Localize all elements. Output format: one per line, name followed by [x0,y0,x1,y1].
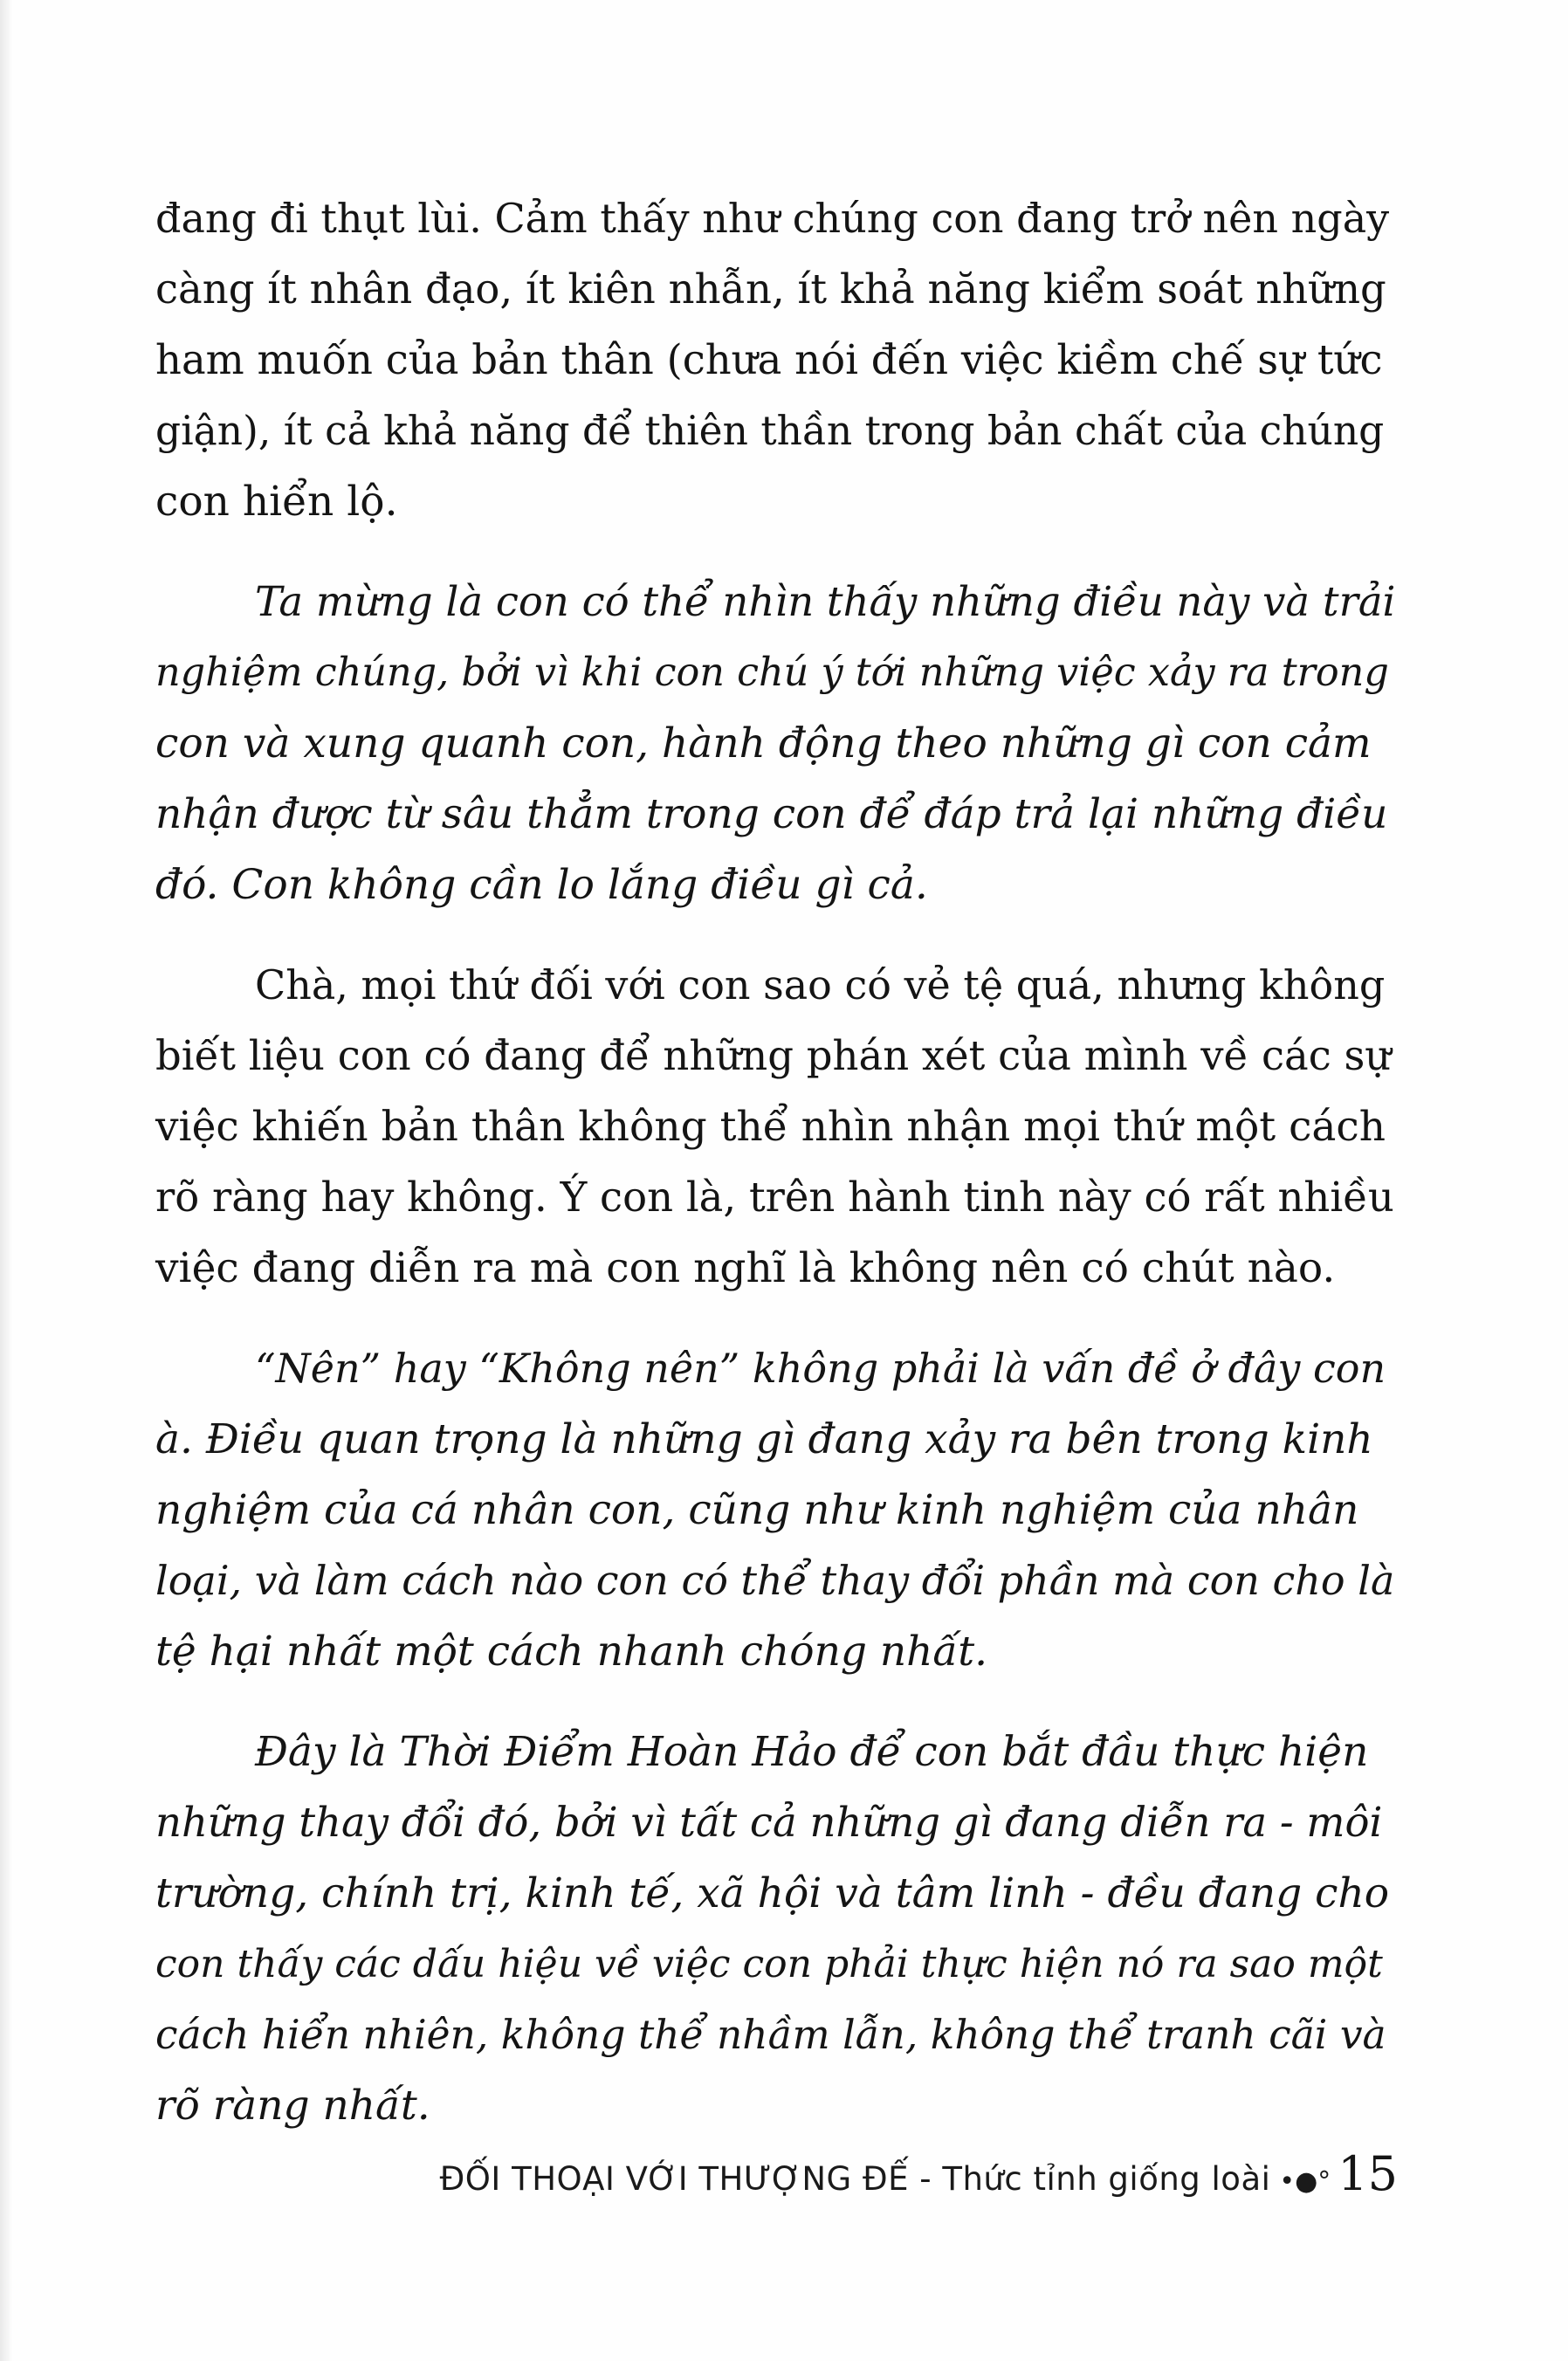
text-line: nghiệm của cá nhân con, cũng như kinh nghiệm của nhân [155,1486,1359,1534]
text-line: việc khiến bản thân không thể nhìn nhận mọi thứ một cách [155,1103,1386,1151]
text-line: biết liệu con có đang để những phán xét của mình về các sự [155,1032,1392,1079]
text-line: Ta mừng là con có thể nhìn thấy những điều này và trải [255,578,1396,625]
paragraph-1 [155,183,1395,537]
paragraph-3 [155,950,1395,1304]
text-line: đang đi thụt lùi. Cảm thấy như chúng con đang trở nên ngày [155,195,1390,242]
text-line: càng ít nhân đạo, ít kiên nhẫn, ít khả năng kiểm soát những [155,265,1386,313]
text-line: giận), ít cả khả năng để thiên thần trong bản chất của chúng [155,408,1385,454]
text-line: “Nên” hay “Không nên” không phải là vấn đề ở đây con [255,1345,1386,1392]
text-line: rõ ràng nhất. [155,2082,430,2130]
text-line: loại, và làm cách nào con có thể thay đổi phần mà con cho là [155,1557,1395,1604]
paragraph-2 [155,567,1395,920]
text-line: Chà, mọi thứ đối với con sao có vẻ tệ quá, nhưng không [255,961,1386,1008]
body-text [155,183,1395,2171]
text-line: ham muốn của bản thân (chưa nói đến việc kiềm chế sự tức [155,336,1383,383]
text-line: nhận được từ sâu thẳm trong con để đáp trả lại những điều [155,790,1388,838]
text-line: những thay đổi đó, bởi vì tất cả những gì đang diễn ra - môi [155,1799,1383,1846]
text-line: việc đang diễn ra mà con nghĩ là không nên có chút nào. [155,1244,1336,1292]
text-line: con thấy các dấu hiệu về việc con phải thực hiện nó ra sao một [155,1942,1383,1986]
text-line: tệ hại nhất một cách nhanh chóng nhất. [155,1628,988,1676]
page-binding-shadow [0,0,12,2361]
page-number: 15 [1338,2146,1398,2201]
text-line: cách hiển nhiên, không thể nhầm lẫn, không thể tranh cãi và [155,2012,1386,2058]
text-line: con hiển lộ. [155,478,398,526]
text-line: rõ ràng hay không. Ý con là, trên hành tinh này có rất nhiều [155,1174,1394,1221]
book-title-footer: ĐỐI THOẠI VỚI THƯỢNG ĐẾ - Thức tỉnh giống loài [439,2160,1271,2198]
paragraph-5 [155,1717,1395,2141]
text-line: con và xung quanh con, hành động theo những gì con cảm [155,719,1372,767]
text-line: đó. Con không cần lo lắng điều gì cả. [155,861,928,909]
text-line: à. Điều quan trọng là những gì đang xảy ra bên trong kinh [155,1415,1373,1463]
text-line: nghiệm chúng, bởi vì khi con chú ý tới những việc xảy ra trong [155,650,1389,695]
paragraph-4 [155,1333,1395,1687]
ornament-dots-icon: •●° [1279,2166,1331,2197]
text-line: trường, chính trị, kinh tế, xã hội và tâm linh - đều đang cho [155,1869,1390,1917]
text-line: Đây là Thời Điểm Hoàn Hảo để con bắt đầu thực hiện [255,1728,1369,1776]
running-footer [0,2146,1398,2216]
